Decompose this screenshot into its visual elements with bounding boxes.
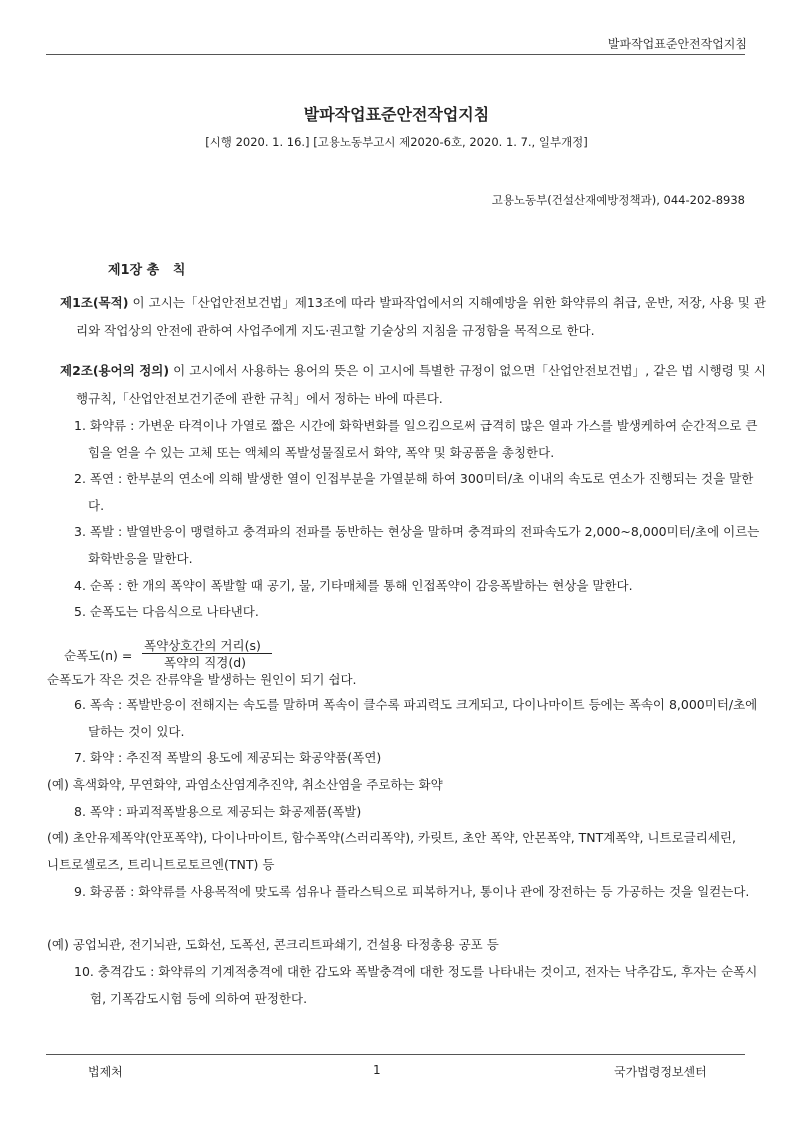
- article-2-text: 이 고시에서 사용하는 용어의 뜻은 이 고시에 특별한 규정이 없으면「산업안전보건법」, 같은 법 시행령 및 시행규칙,「산업안전보건기준에 관한 규칙」에서 정하는 바에 따른다.: [76, 363, 766, 406]
- document-subtitle: [시행 2020. 1. 16.] [고용노동부고시 제2020-6호, 2020. 1. 7., 일부개정]: [205, 135, 588, 149]
- chapter-heading: 제1장 총 칙: [108, 263, 186, 278]
- formula-numerator: 폭약상호간의 거리(s): [144, 638, 261, 653]
- header-rule: [46, 54, 745, 55]
- example-9: (예) 공업뇌관, 전기뇌관, 도화선, 도폭선, 콘크리트파쇄기, 건설용 타정총용 공포 등: [47, 937, 499, 952]
- definition-item-3: 3. 폭발 : 발열반응이 맹렬하고 충격파의 전파를 동반하는 현상을 말하며 충격파의 전파속도가 2,000~8,000미터/초에 이르는 화학반응을 말한다.: [74, 524, 760, 566]
- definition-item-9: 9. 화공품 : 화약류를 사용목적에 맞도록 섬유나 플라스틱으로 피복하거나, 통이나 관에 장전하는 등 가공하는 것을 일컫는다.: [74, 884, 750, 899]
- definition-item-6: 6. 폭속 : 폭발반응이 전해지는 속도를 말하며 폭속이 클수록 파괴력도 크게되고, 다이나마이트 등에는 폭속이 8,000미터/초에 달하는 것이 있다.: [74, 697, 758, 739]
- article-1-heading: 제1조(목적): [60, 295, 129, 310]
- department-contact: 고용노동부(건설산재예방정책과), 044-202-8938: [491, 193, 745, 207]
- formula-denominator: 폭약의 직경(d): [164, 655, 247, 670]
- definition-item-5: 5. 순폭도는 다음식으로 나타낸다.: [74, 604, 259, 619]
- article-2: [60, 357, 766, 413]
- document-title: 발파작업표준안전작업지침: [303, 105, 490, 124]
- footer-right: 국가법령정보센터: [614, 1065, 707, 1079]
- article-1-text: 이 고시는「산업안전보건법」제13조에 따라 발파작업에서의 지해예방을 위한 화약류의 취급, 운반, 저장, 사용 및 관리와 작업상의 안전에 관하여 사업주에게 지도·권고할 기술상의 지침을 규정함을 목적으로 한다.: [76, 295, 766, 338]
- article-1: [60, 289, 766, 345]
- page-number: 1: [373, 1063, 381, 1077]
- example-8: (예) 초안유제폭약(안포폭약), 다이나마이트, 함수폭약(스러리폭약), 카릿트, 초안 폭약, 안몬폭약, TNT계폭약, 니트로글리세린, 니트로셀로즈, 트리니트로토르엔(TNT) 등: [47, 830, 736, 872]
- footer-rule: [46, 1054, 745, 1055]
- example-7: (예) 흑색화약, 무연화약, 과염소산염계추진약, 취소산염을 주로하는 화약: [47, 777, 443, 792]
- definition-item-4: 4. 순폭 : 한 개의 폭약이 폭발할 때 공기, 물, 기타매체를 통해 인접폭약이 감응폭발하는 현상을 말한다.: [74, 578, 633, 593]
- definition-item-7: 7. 화약 : 추진적 폭발의 용도에 제공되는 화공약품(폭연): [74, 750, 382, 765]
- formula-note: 순폭도가 작은 것은 잔류약을 발생하는 원인이 되기 쉽다.: [47, 672, 357, 687]
- article-2-heading: 제2조(용어의 정의): [60, 363, 170, 378]
- definition-item-2: 2. 폭연 : 한부분의 연소에 의해 발생한 열이 인접부분을 가열분해 하여 300미터/초 이내의 속도로 연소가 진행되는 것을 말한다.: [74, 471, 754, 513]
- footer-left: 법제처: [88, 1065, 123, 1079]
- definition-item-1: 1. 화약류 : 가변운 타격이나 가열로 짧은 시간에 화학변화를 일으킴으로써 급격히 많은 열과 가스를 발생케하여 순간적으로 큰힘을 얻을 수 있는 고체 또는 액체의 폭발성물질로서 화약, 폭약 및 화공품을 총칭한다.: [74, 418, 758, 460]
- formula-lhs: 순폭도(n) =: [64, 648, 133, 663]
- definition-item-10: 10. 충격감도 : 화약류의 기계적충격에 대한 감도와 폭발충격에 대한 정도를 나타내는 것이고, 전자는 낙추감도, 후자는 순폭시험, 기폭감도시험 등에 의하여 판정한다.: [74, 964, 758, 1006]
- definition-item-8: 8. 폭약 : 파괴적폭발용으로 제공되는 화공제품(폭발): [74, 804, 362, 819]
- running-header: 발파작업표준안전작업지침: [607, 37, 747, 51]
